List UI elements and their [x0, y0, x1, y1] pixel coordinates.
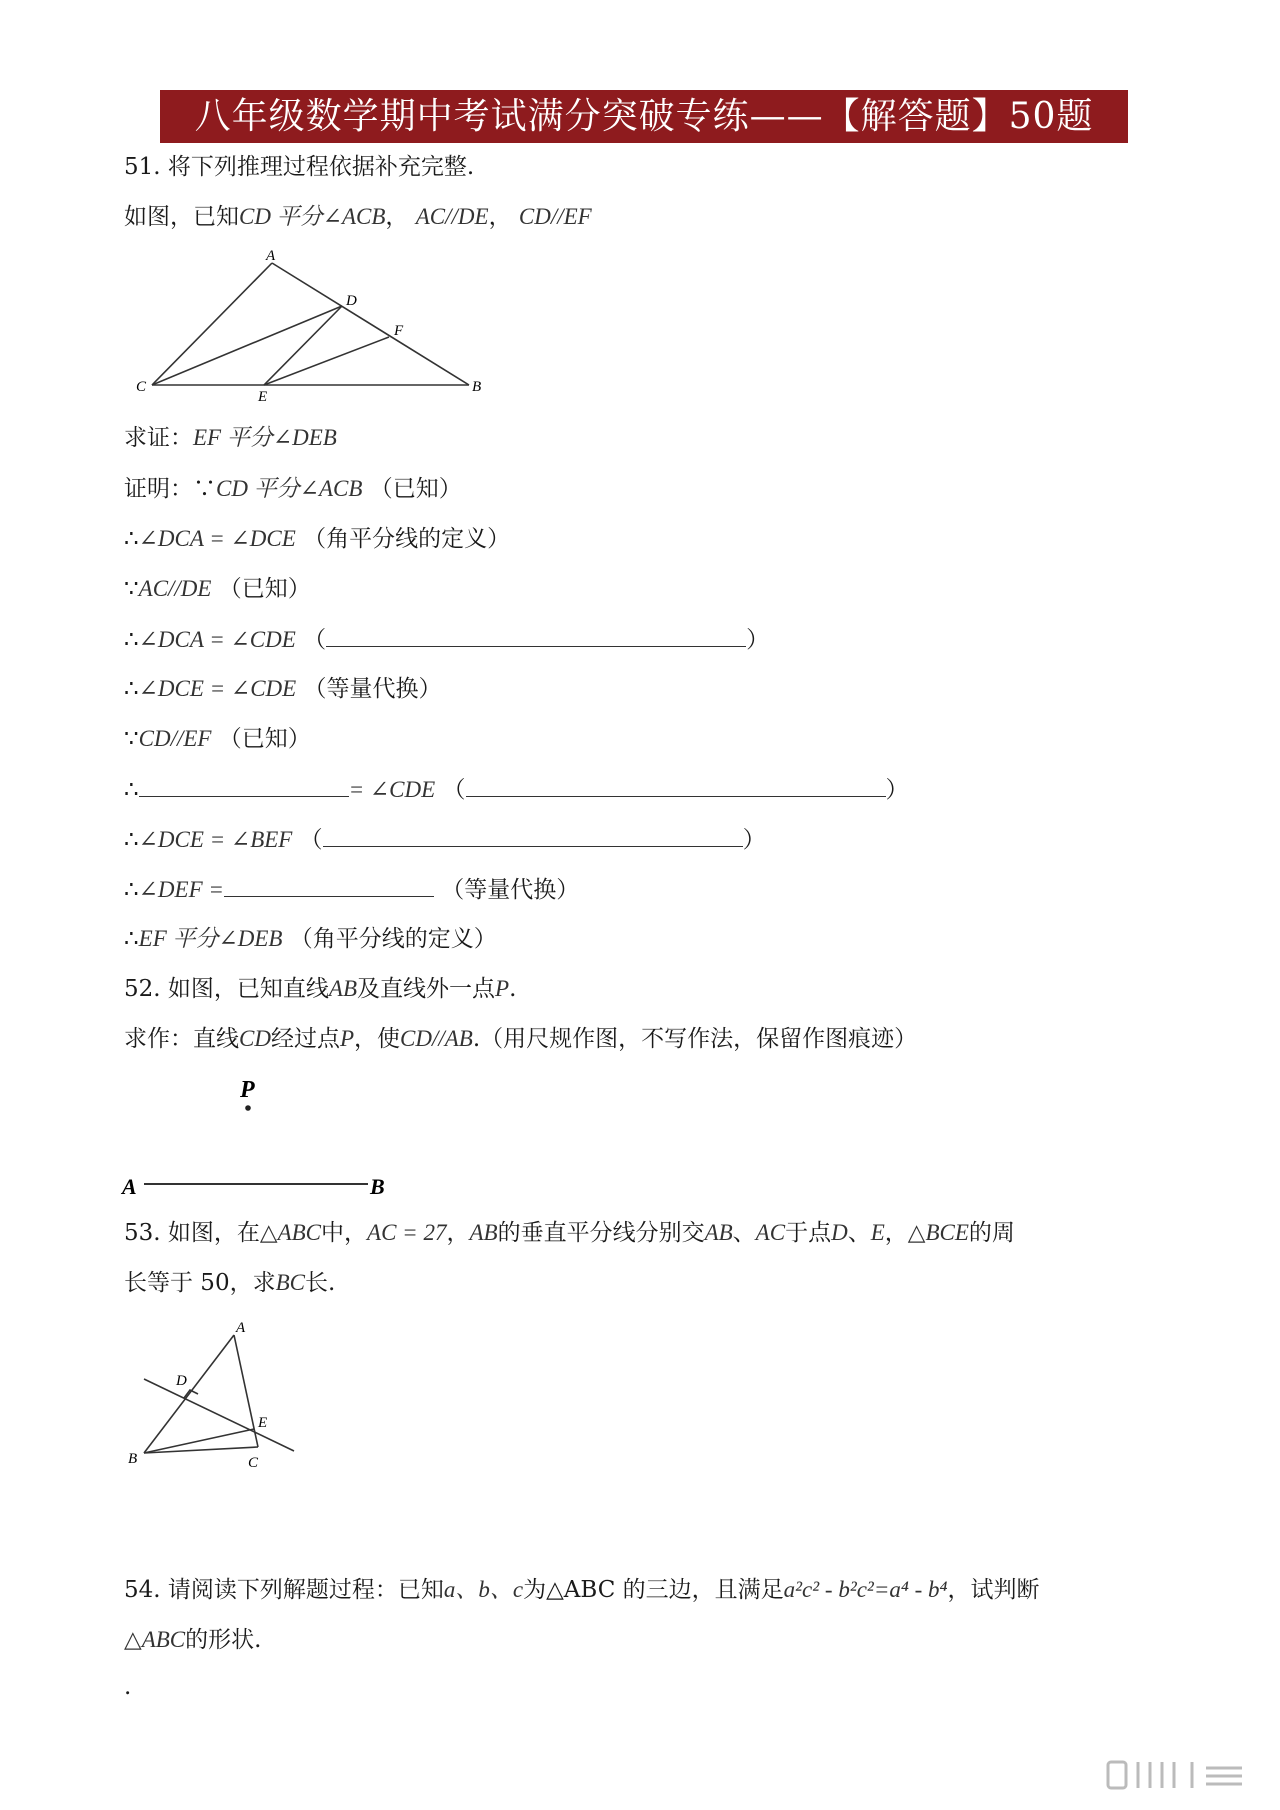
step-reason-open: （ [442, 777, 466, 803]
q53-label-a: A [236, 1320, 246, 1336]
q53-text: 于点 [785, 1220, 832, 1246]
q51-prove-prefix: 求证： [124, 425, 193, 451]
q52-stem [124, 974, 516, 1004]
step-reason: （已知） [218, 726, 311, 752]
q52-line-figure [120, 1070, 400, 1200]
step-math: ∠DCE = ∠BEF [138, 827, 293, 852]
q52-label-p: P [240, 1077, 255, 1103]
q52-label-a: A [122, 1174, 137, 1199]
step-reason: （角平分线的定义） [303, 526, 511, 552]
step-symbol: ∴ [124, 926, 139, 952]
q53-text: 的垂直平分线分别交 [497, 1220, 705, 1246]
answer-blank[interactable] [326, 624, 746, 647]
step-symbol: ∴ [124, 676, 139, 702]
q54-text: 的形状. [185, 1627, 262, 1653]
q52-task-math1: CD [239, 1026, 271, 1051]
q54-math: a、b、c [443, 1577, 524, 1602]
q51-label-b: B [472, 379, 482, 395]
step-reason-close: ） [885, 777, 909, 803]
q53-math: AB [704, 1220, 733, 1245]
q54-line1 [124, 1575, 1040, 1605]
q54-line3: . [124, 1674, 132, 1700]
step-symbol: 证明：∵ [124, 476, 216, 502]
q54-math: △ABC [124, 1627, 186, 1652]
q51-given-math1: CD 平分∠ACB [239, 204, 386, 229]
q52-label-b: B [370, 1174, 385, 1199]
q52-task [124, 1024, 917, 1054]
q53-label-c: C [248, 1455, 259, 1471]
step-reason: （已知） [369, 476, 462, 502]
q52-task-math3: CD//AB [400, 1026, 473, 1051]
q51-step-2 [124, 524, 510, 554]
q52-task-prefix: 求作：直线 [124, 1026, 239, 1052]
step-math: ∠DCA = ∠DCE [138, 526, 296, 551]
q53-math: AC [755, 1220, 786, 1245]
q51-label-f: F [394, 323, 404, 339]
q52-stem-prefix: 52. 如图，已知直线 [124, 976, 329, 1002]
q53-math: △BCE [907, 1220, 969, 1245]
q53-text: ， [446, 1220, 470, 1246]
step-symbol: ∴ [124, 877, 139, 903]
q51-label-a: A [266, 248, 276, 264]
step-symbol: ∴ [124, 627, 139, 653]
step-reason: （角平分线的定义） [289, 926, 497, 952]
answer-blank[interactable] [323, 824, 743, 847]
q52-stem-mid: 及直线外一点 [357, 976, 495, 1002]
q51-step-3 [124, 574, 311, 604]
q52-task-end: .（用尺规作图，不写作法，保留作图痕迹） [472, 1026, 918, 1052]
q51-step-6 [124, 724, 311, 754]
q52-stem-end: . [509, 976, 517, 1002]
q51-step-1 [124, 474, 462, 504]
q53-text: 、 [732, 1220, 756, 1246]
q53-text: 、 [847, 1220, 871, 1246]
step-math: ∠DCE = ∠CDE [138, 676, 297, 701]
answer-blank[interactable] [466, 774, 886, 797]
q51-triangle-figure [124, 245, 504, 405]
q51-label-d: D [346, 293, 357, 309]
step-reason: （等量代换） [441, 877, 580, 903]
q52-task-mid2: ，使 [354, 1026, 401, 1052]
q51-given-prefix: 如图，已知 [124, 204, 239, 230]
q53-label-b: B [128, 1451, 138, 1467]
menu-lines-icon[interactable] [1102, 1758, 1252, 1792]
q53-triangle-figure [120, 1315, 320, 1475]
page-title: 八年级数学期中考试满分突破专练——【解答题】50题 [160, 90, 1128, 143]
step-math: CD//EF [138, 726, 212, 751]
q51-stem: 51. 将下列推理过程依据补充完整. [124, 154, 475, 180]
step-reason-close: ） [742, 827, 766, 853]
q53-math: E [870, 1220, 885, 1245]
q53-math: △ABC [259, 1220, 322, 1245]
q53-line2 [124, 1268, 335, 1298]
step-math: = ∠CDE [348, 777, 436, 802]
q53-label-e: E [258, 1415, 268, 1431]
answer-blank[interactable] [224, 874, 434, 897]
q54-text: 54. 请阅读下列解题过程：已知 [124, 1577, 444, 1603]
q51-given-math3: CD//EF [518, 204, 592, 229]
q54-math: a²c² - b²c²=a⁴ - b⁴ [783, 1577, 948, 1602]
q53-text: 的周 [968, 1220, 1015, 1246]
q51-label-c: C [136, 379, 147, 395]
q54-text: ，试判断 [947, 1577, 1040, 1603]
step-reason-open: （ [303, 627, 327, 653]
q51-step-5 [124, 674, 442, 704]
q53-math: D [831, 1220, 848, 1245]
step-symbol: ∵ [124, 576, 139, 602]
step-math: CD 平分∠ACB [216, 476, 363, 501]
q52-stem-math1: AB [328, 976, 357, 1001]
step-math: EF 平分∠DEB [138, 926, 283, 951]
q51-step-8 [124, 824, 766, 855]
step-math: ∠DCA = ∠CDE [138, 627, 296, 652]
q51-given: 如图，已知CD 平分∠ACB， AC//DE， CD//EF [124, 204, 592, 230]
answer-blank[interactable] [139, 774, 349, 797]
step-reason-close: ） [746, 627, 770, 653]
q52-task-mid1: 经过点 [270, 1026, 340, 1052]
q51-step-9 [124, 874, 579, 905]
q53-text: ， [884, 1220, 908, 1246]
q53-label-d: D [176, 1373, 187, 1389]
q51-step-7 [124, 774, 909, 805]
q53-text: 中， [321, 1220, 368, 1246]
q51-step-10 [124, 924, 497, 954]
step-reason: （已知） [218, 576, 311, 602]
q53-text: 长. [304, 1270, 336, 1296]
q51-label-e: E [258, 389, 268, 405]
step-symbol: ∵ [124, 726, 139, 752]
q51-prove [124, 423, 337, 453]
step-reason-open: （ [299, 827, 323, 853]
q53-text: 53. 如图，在 [124, 1220, 260, 1246]
q53-math: BC [275, 1270, 305, 1295]
step-symbol: ∴ [124, 777, 139, 803]
q51-given-math2: AC//DE [415, 204, 489, 229]
q52-stem-math2: P [495, 976, 510, 1001]
q53-text: 长等于 50，求 [124, 1270, 276, 1296]
q53-math: AC = 27 [367, 1220, 447, 1245]
q53-line1 [124, 1218, 1015, 1248]
q51-prove-math: EF 平分∠DEB [193, 425, 337, 450]
step-symbol: ∴ [124, 827, 139, 853]
q54-text: 为△ABC 的三边，且满足 [523, 1577, 784, 1603]
step-reason: （等量代换） [303, 676, 442, 702]
step-math: ∠DEF = [138, 877, 224, 902]
q54-line2 [124, 1625, 261, 1655]
step-symbol: ∴ [124, 526, 139, 552]
q53-math: AB [469, 1220, 498, 1245]
step-math: AC//DE [138, 576, 212, 601]
q52-task-math2: P [339, 1026, 355, 1051]
q51-step-4 [124, 624, 769, 655]
